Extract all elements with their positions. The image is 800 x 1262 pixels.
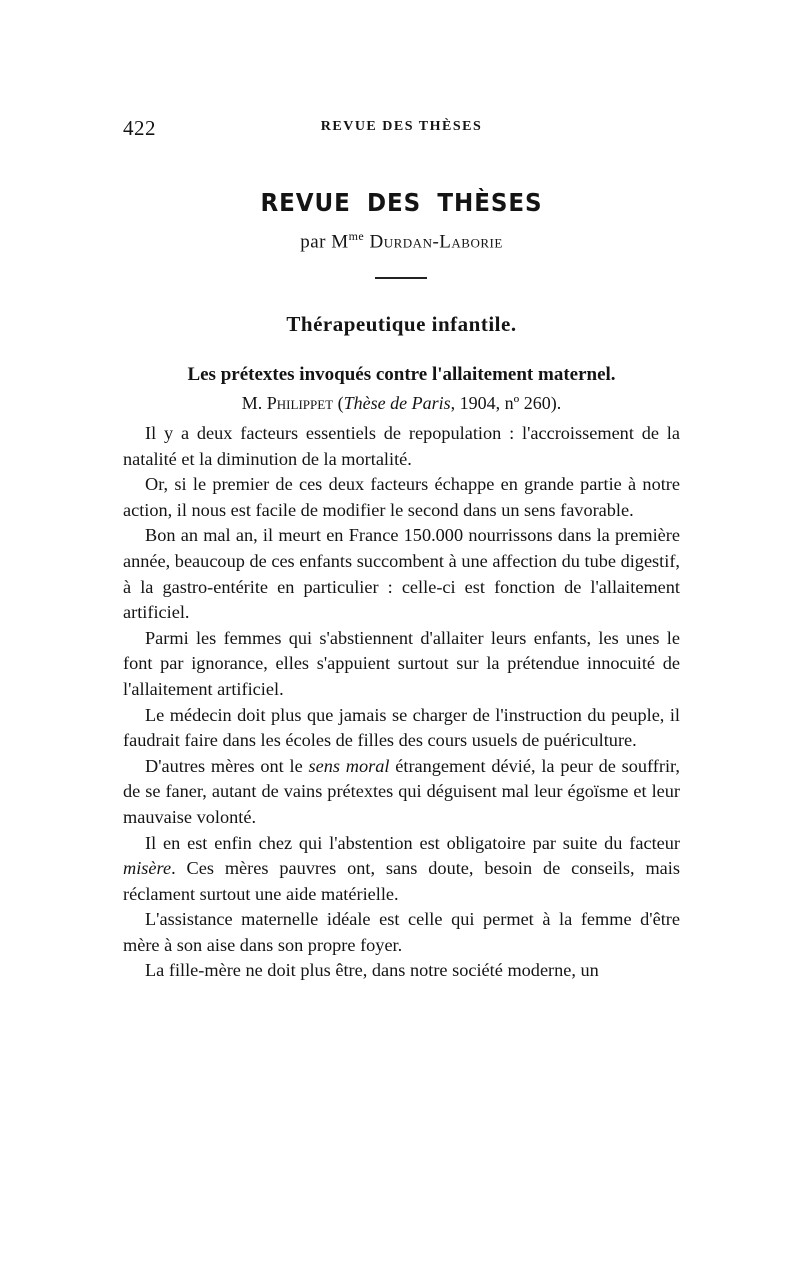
citation-open: ( bbox=[333, 393, 344, 413]
paragraph-7-end: . Ces mères pauvres ont, sans doute, besoin de conseils, mais réclament surtout une aide matérielle. bbox=[123, 858, 680, 904]
emphasis-sens-moral: sens moral bbox=[308, 755, 390, 776]
paragraph-8: L'assistance maternelle idéale est celle qui permet à la femme d'être mère à son aise dans son propre foyer. bbox=[123, 909, 680, 955]
article-title: Les prétextes invoqués contre l'allaitement maternel. bbox=[187, 364, 616, 385]
paragraph-6-end: étrangement dévié, la peur de souffrir, de se faner, autant de vains prétextes qui déguisent mal leur égoïsme et leur mauvaise volonté. bbox=[123, 755, 680, 827]
paragraph-3: Bon an mal an, il meurt en France 150.000 nourrissons dans la première année, beaucoup de ces enfants succombent à une affection du tube digestif, à la gastro-entérite en particulier : celle-ci est fonction de l'allaitement artificiel. bbox=[123, 525, 680, 623]
paragraph-9: La fille-mère ne doit plus être, dans notre société moderne, un bbox=[145, 960, 599, 981]
paragraph-6-start: D'autres mères ont le bbox=[145, 755, 309, 776]
page-number: 422 bbox=[123, 116, 156, 140]
emphasis-misere: misère bbox=[123, 858, 172, 879]
paragraph-6 bbox=[123, 754, 680, 831]
article-body bbox=[123, 421, 680, 984]
article-citation bbox=[123, 393, 680, 414]
paragraph-1: Il y a deux facteurs essentiels de repopulation : l'accroissement de la natalité et la diminution de la mortalité. bbox=[123, 423, 680, 469]
author-prefix: par M bbox=[300, 231, 349, 253]
citation-rest: , 1904, nº 260). bbox=[450, 393, 562, 413]
citation-work: Thèse de Paris bbox=[343, 393, 451, 413]
paragraph-7 bbox=[123, 831, 680, 908]
author-name: Durdan-Laborie bbox=[369, 231, 503, 253]
author-line bbox=[123, 229, 680, 253]
running-head: REVUE DES THÈSES bbox=[320, 119, 483, 134]
section-title: Thérapeutique infantile. bbox=[286, 312, 517, 336]
paragraph-2: Or, si le premier de ces deux facteurs échappe en grande partie à notre action, il nous est facile de modifier le second dans un sens favorable. bbox=[123, 474, 680, 520]
author-title-superscript: me bbox=[348, 229, 365, 243]
paragraph-5: Le médecin doit plus que jamais se charger de l'instruction du peuple, il faudrait faire dans les écoles de filles des cours usuels de puériculture. bbox=[123, 704, 680, 751]
title-divider bbox=[375, 277, 427, 279]
page-header bbox=[123, 116, 680, 140]
paragraph-4: Parmi les femmes qui s'abstiennent d'allaiter leurs enfants, les unes le font par ignorance, elles s'appuient surtout sur la prétendue innocuité de l'allaitement artificiel. bbox=[123, 627, 680, 699]
paragraph-7-start: Il en est enfin chez qui l'abstention est obligatoire par suite du facteur bbox=[145, 832, 680, 853]
citation-author: M. Philippet bbox=[241, 393, 334, 413]
main-title: REVUE DES THÈSES bbox=[260, 188, 543, 217]
